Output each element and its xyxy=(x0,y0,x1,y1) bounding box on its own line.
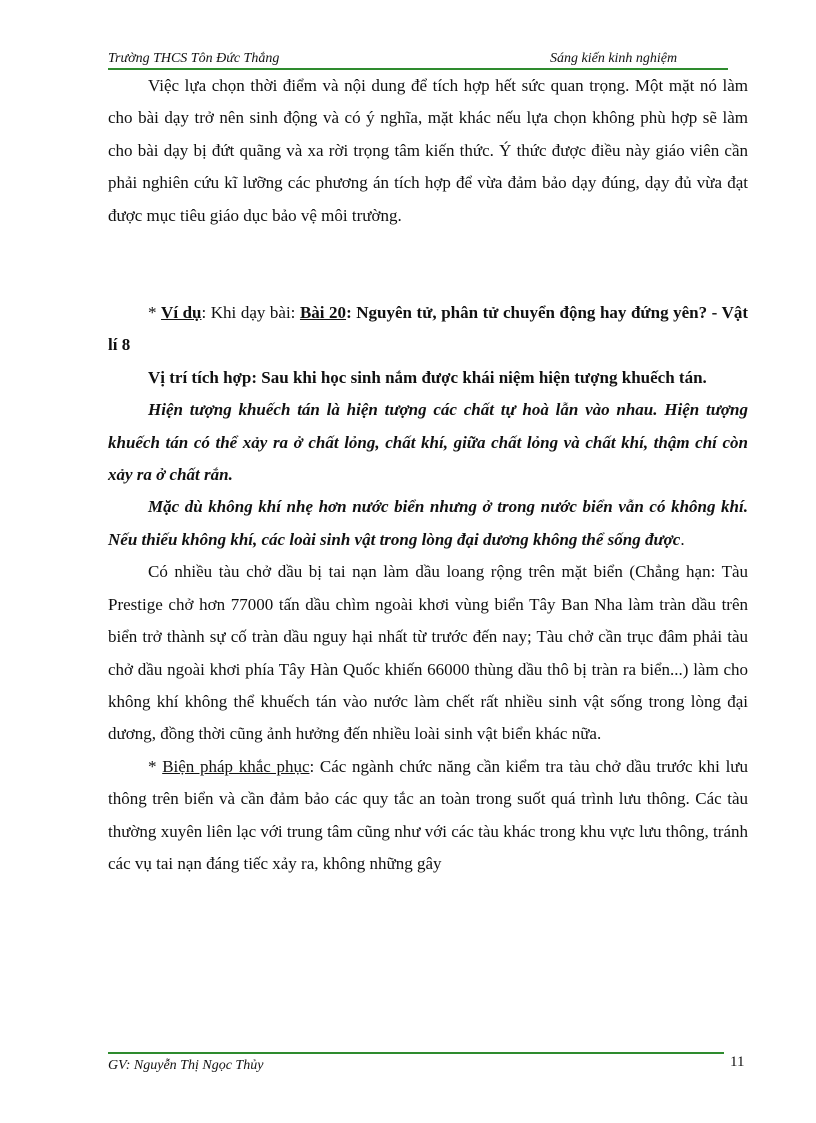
measure-label: Biện pháp khắc phục xyxy=(162,756,310,776)
paragraph-position: Vị trí tích hợp: Sau khi học sinh nắm được khái niệm hiện tượng khuếch tán. xyxy=(148,367,707,387)
paragraph-diffusion: Hiện tượng khuếch tán là hiện tượng các chất tự hoà lẫn vào nhau. Hiện tượng khuếch tán có thể xảy ra ở chất lỏng, chất khí, giữa chất lỏng và chất khí, thậm chí còn xảy ra ở chất rắn. xyxy=(108,400,748,485)
page-number: 11 xyxy=(730,1054,745,1070)
lesson-title: : Nguyên tử, phân tử chuyển động hay đứng yên? - Vật lí 8 xyxy=(108,303,749,355)
measure-text: : Các ngành chức năng cần kiểm tra tàu chở dầu trước khi lưu thông trên biển và cần đảm bảo các quy tắc an toàn trong suốt quá trình lưu thông. Các tàu thường xuyên liên lạc với trung tâm cũng như với các tàu khác trong khu vực lưu thông, tránh các vụ tai nạn đáng tiếc xảy ra, không những gây xyxy=(108,756,749,873)
footer-teacher: GV: Nguyễn Thị Ngọc Thủy xyxy=(108,1058,264,1073)
example-star: * xyxy=(148,303,162,323)
sea-air-text: Mặc dù không khí nhẹ hơn nước biển nhưng ở trong nước biển vẫn có không khí. Nếu thiếu không khí, các loài sinh vật trong lòng đại dương không thể sống được xyxy=(108,497,748,549)
paragraph-measures xyxy=(108,751,748,881)
sea-air-end: . xyxy=(680,529,685,549)
lesson-label: Bài 20 xyxy=(299,303,347,323)
spacer xyxy=(108,232,748,297)
header-school: Trường THCS Tôn Đức Thắng xyxy=(108,51,280,66)
footer-rule xyxy=(108,1052,724,1054)
page-body xyxy=(108,70,748,880)
page-header xyxy=(108,50,728,68)
paragraph-sea-air xyxy=(108,491,748,556)
measure-star: * xyxy=(148,756,163,776)
paragraph-intro: Việc lựa chọn thời điểm và nội dung để tích hợp hết sức quan trọng. Một mặt nó làm cho bài dạy trở nên sinh động và có ý nghĩa, mặt khác nếu lựa chọn không phù hợp sẽ làm cho bài dạy bị đứt quãng và xa rời trọng tâm kiến thức. Ý thức được điều này giáo viên cần phải nghiên cứu kĩ lưỡng các phương án tích hợp để vừa đảm bảo dạy đúng, dạy đủ vừa đạt được mục tiêu giáo dục bảo vệ môi trường. xyxy=(108,76,748,225)
paragraph-example xyxy=(108,297,748,362)
example-mid: : Khi dạy bài: xyxy=(201,303,300,323)
header-doc-type: Sáng kiến kinh nghiệm xyxy=(550,51,678,66)
paragraph-oil-spill: Có nhiều tàu chở dầu bị tai nạn làm dầu loang rộng trên mặt biển (Chẳng hạn: Tàu Prestige chở hơn 77000 tấn dầu chìm ngoài khơi vùng biển Tây Ban Nha làm tràn dầu trên biển trở thành sự cố tràn dầu nguy hại nhất từ trước đến nay; Tàu chở cần trục đâm phải tàu chở dầu ngoài khơi phía Tây Hàn Quốc khiến 66000 thùng dầu thô bị tràn ra biển...) làm cho không khí không thể khuếch tán vào nước làm chết rất nhiều sinh vật sống trong lòng đại dương, đồng thời cũng ảnh hưởng đến nhiều loài sinh vật biển khác nữa. xyxy=(108,562,748,744)
example-label: Ví dụ xyxy=(161,303,202,323)
